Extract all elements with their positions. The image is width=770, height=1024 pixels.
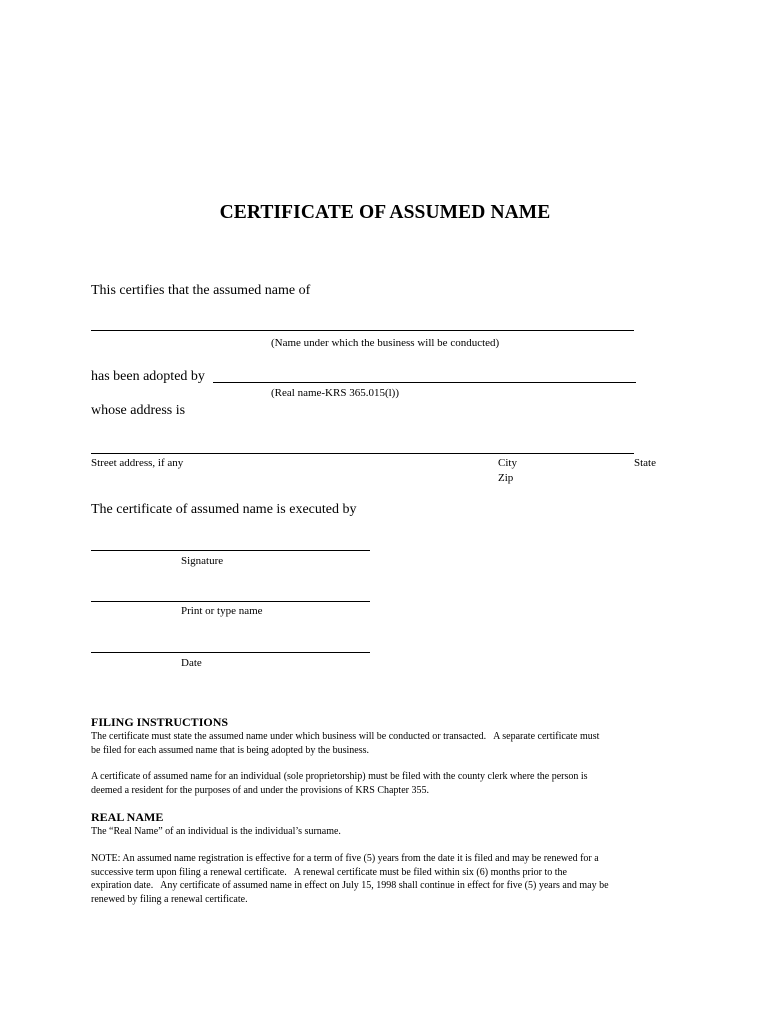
adopted-by-label: has been adopted by xyxy=(91,369,205,384)
note-line-4: renewed by filing a renewal certificate. xyxy=(91,893,248,905)
filing-paragraph-2 xyxy=(91,770,588,797)
date-caption: Date xyxy=(181,657,202,669)
street-caption: Street address, if any xyxy=(91,457,184,469)
business-name-line[interactable] xyxy=(91,330,634,331)
print-name-line[interactable] xyxy=(91,601,370,602)
filing-paragraph-1-line-1: The certificate must state the assumed name under which business will be conducted or transacted. A separate certificate must xyxy=(91,731,600,742)
city-caption: City xyxy=(498,457,517,469)
note-line-1: NOTE: An assumed name registration is effective for a term of five (5) years from the date it is filed and may be renewed for a xyxy=(91,853,599,864)
page-title: CERTIFICATE OF ASSUMED NAME xyxy=(219,202,551,223)
zip-caption: Zip xyxy=(498,472,514,484)
business-name-caption: (Name under which the business will be conducted) xyxy=(271,337,500,349)
whose-address-label: whose address is xyxy=(91,403,186,418)
signature-line[interactable] xyxy=(91,550,370,551)
note-paragraph xyxy=(91,852,609,906)
address-line[interactable] xyxy=(91,453,634,454)
real-name-heading: REAL NAME xyxy=(91,810,164,824)
executed-by-text: The certificate of assumed name is executed by xyxy=(91,502,357,517)
filing-paragraph-1 xyxy=(91,730,599,757)
intro-text: This certifies that the assumed name of xyxy=(91,283,311,298)
date-line[interactable] xyxy=(91,652,370,653)
print-name-caption: Print or type name xyxy=(181,605,263,617)
filing-paragraph-2-line-1: A certificate of assumed name for an individual (sole proprietorship) must be filed with the county clerk where the person is xyxy=(91,771,588,782)
real-name-line[interactable] xyxy=(213,382,636,383)
note-line-3: expiration date. Any certificate of assumed name in effect on July 15, 1998 shall continue in effect for five (5) years and may be xyxy=(91,880,609,891)
filing-instructions-heading: FILING INSTRUCTIONS xyxy=(91,715,229,729)
filing-paragraph-2-line-2: deemed a resident for the purposes of and under the provisions of KRS Chapter 355. xyxy=(91,784,429,796)
filing-paragraph-1-line-2: be filed for each assumed name that is being adopted by the business. xyxy=(91,744,369,756)
signature-caption: Signature xyxy=(181,555,224,567)
note-line-2: successive term upon filing a renewal certificate. A renewal certificate must be filed within six (6) months prior to the xyxy=(91,866,567,878)
real-name-caption: (Real name-KRS 365.015(l)) xyxy=(271,387,399,399)
state-caption: State xyxy=(634,457,656,469)
real-name-text: The “Real Name” of an individual is the individual’s surname. xyxy=(91,826,341,837)
